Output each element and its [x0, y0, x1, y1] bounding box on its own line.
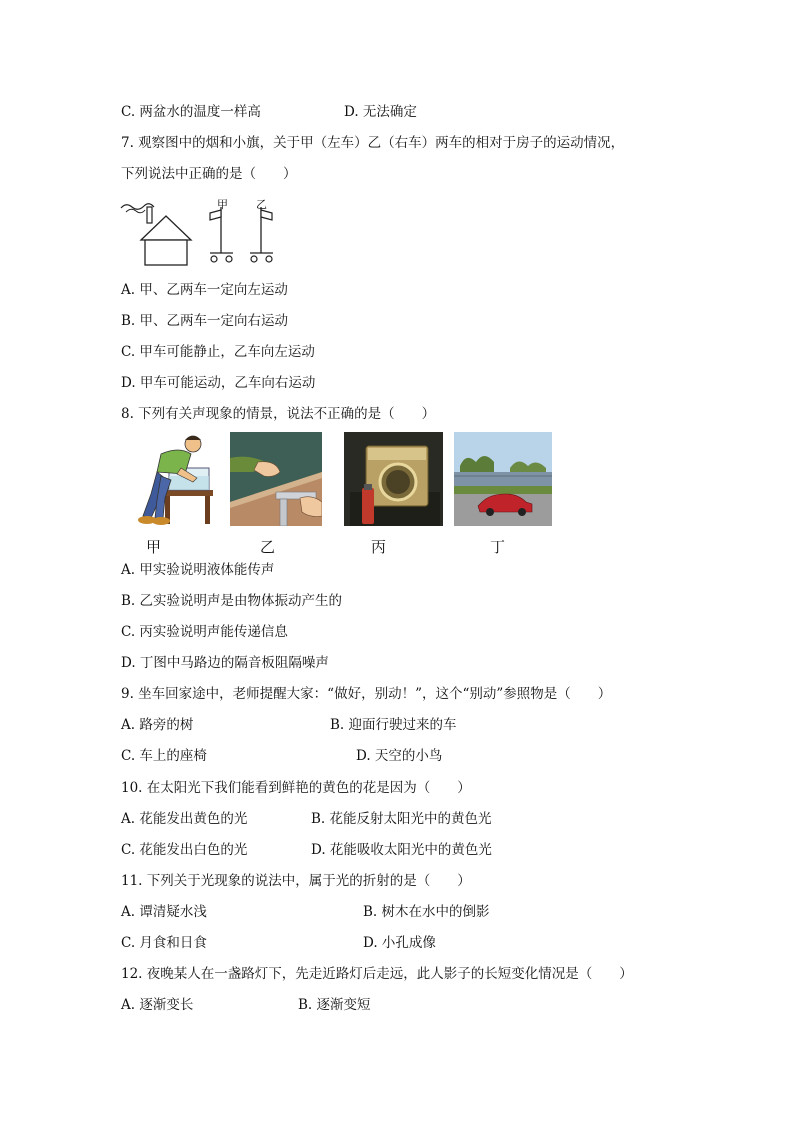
q8-caption-yi: 乙: [260, 538, 276, 556]
house-body: [145, 240, 187, 265]
q10-option-d: D. 花能吸收太阳光中的黄色光: [311, 842, 492, 858]
flag-jia-icon: [210, 210, 221, 220]
q10-stem: 10. 在太阳光下我们能看到鲜艳的黄色的花是因为（ ）: [121, 780, 471, 796]
q8-stem: 8. 下列有关声现象的情景，说法不正确的是（ ）: [121, 406, 436, 422]
q8-caption-jia: 甲: [146, 538, 162, 556]
q8-image-bing: [344, 432, 443, 526]
q10-option-c: C. 花能发出白色的光: [121, 842, 248, 858]
q12-option-b: B. 逐渐变短: [298, 997, 371, 1013]
q11-stem: 11. 下列关于光现象的说法中，属于光的折射的是（ ）: [121, 873, 471, 889]
q10-option-b: B. 花能反射太阳光中的黄色光: [311, 811, 492, 827]
q9-option-c: C. 车上的座椅: [121, 748, 207, 764]
q8-option-c: C. 丙实验说明声能传递信息: [121, 624, 288, 640]
label-yi: 乙: [256, 198, 267, 211]
q9-option-b: B. 迎面行驶过来的车: [330, 717, 457, 733]
q12-stem: 12. 夜晚某人在一盏路灯下，先走近路灯后走远，此人影子的长短变化情况是（ ）: [121, 966, 633, 982]
q8-option-a: A. 甲实验说明液体能传声: [121, 562, 275, 578]
q7-house-flags-figure: [118, 196, 280, 268]
q7-stem-line2: 下列说法中正确的是（ ）: [121, 166, 297, 182]
q7-option-b: B. 甲、乙两车一定向右运动: [121, 313, 289, 329]
q8-option-b: B. 乙实验说明声是由物体振动产生的: [121, 593, 343, 609]
q9-stem: 9. 坐车回家途中，老师提醒大家：“做好，别动！”，这个“别动”参照物是（ ）: [121, 686, 612, 702]
q8-image-yi: [230, 432, 322, 526]
q7-option-c: C. 甲车可能静止，乙车向左运动: [121, 344, 315, 360]
q11-option-c: C. 月食和日食: [121, 935, 207, 951]
q10-option-a: A. 花能发出黄色的光: [121, 811, 248, 827]
q8-image-jia: [121, 432, 216, 527]
q7-stem-line1: 7. 观察图中的烟和小旗，关于甲（左车）乙（右车）两车的相对于房子的运动情况，: [121, 135, 625, 151]
label-jia: 甲: [217, 198, 228, 211]
q11-option-b: B. 树木在水中的倒影: [363, 904, 490, 920]
q6-option-d: D. 无法确定: [344, 104, 417, 120]
q7-option-a: A. 甲、乙两车一定向左运动: [121, 282, 288, 298]
q7-option-d: D. 甲车可能运动，乙车向右运动: [121, 375, 316, 391]
q9-option-a: A. 路旁的树: [121, 717, 194, 733]
q11-option-d: D. 小孔成像: [363, 935, 436, 951]
q8-image-ding: [454, 432, 552, 526]
q9-option-d: D. 天空的小鸟: [356, 748, 443, 764]
q8-option-d: D. 丁图中马路边的隔音板阻隔噪声: [121, 655, 329, 671]
q11-option-a: A. 谭清疑水浅: [121, 904, 207, 920]
q12-option-a: A. 逐渐变长: [121, 997, 194, 1013]
q8-caption-ding: 丁: [490, 538, 506, 556]
q8-caption-bing: 丙: [371, 538, 387, 556]
q6-option-c: C. 两盆水的温度一样高: [121, 104, 261, 120]
flag-yi-icon: [261, 210, 272, 220]
